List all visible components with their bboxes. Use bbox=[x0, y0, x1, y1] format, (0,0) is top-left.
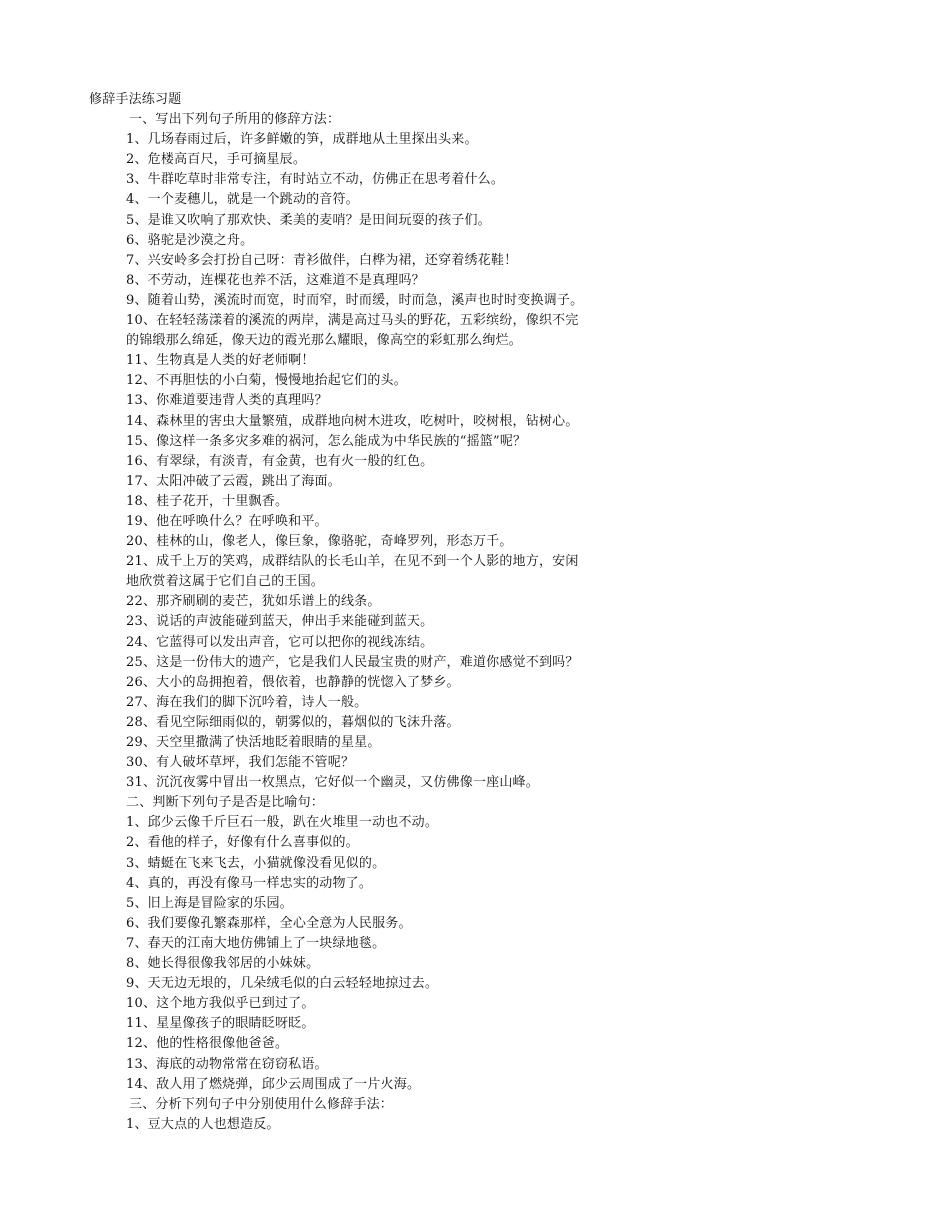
section-1-list bbox=[89, 130, 689, 793]
question-line: 17、太阳冲破了云霞，跳出了海面。 bbox=[126, 473, 341, 489]
question-line: 2、危楼高百尺，手可摘星辰。 bbox=[126, 152, 307, 168]
question-line: 1、邱少云像千斤巨石一般，趴在火堆里一动也不动。 bbox=[126, 815, 439, 831]
question-line: 10、在轻轻荡漾着的溪流的两岸，满是高过马头的野花，五彩缤纷，像织不完 bbox=[126, 313, 579, 329]
question-line: 的锦缎那么绵延，像天边的霞光那么耀眼，像高空的彩虹那么绚烂。 bbox=[126, 333, 523, 349]
question-line: 29、天空里撒满了快活地眨着眼睛的星星。 bbox=[126, 735, 381, 750]
question-line: 16、有翠绿，有淡青，有金黄，也有火一般的红色。 bbox=[126, 453, 434, 469]
question-line: 14、敌人用了燃烧弹，邱少云周围成了一片火海。 bbox=[126, 1076, 421, 1092]
question-line: 22、那齐刷刷的麦芒，犹如乐谱上的线条。 bbox=[126, 594, 381, 610]
question-line: 26、大小的岛拥抱着，偎依着，也静静的恍惚入了梦乡。 bbox=[126, 674, 460, 690]
question-line: 4、真的，再没有像马一样忠实的动物了。 bbox=[126, 875, 373, 891]
question-line: 25、这是一份伟大的遗产，它是我们人民最宝贵的财产，难道你感觉不到吗？ bbox=[126, 654, 579, 670]
question-line: 5、是谁又吹响了那欢快、柔美的麦哨？是田间玩耍的孩子们。 bbox=[126, 212, 491, 228]
question-line: 19、他在呼唤什么？在呼唤和平。 bbox=[126, 513, 328, 529]
question-line: 31、沉沉夜雾中冒出一枚黑点，它好似一个幽灵，又仿佛像一座山峰。 bbox=[126, 775, 539, 791]
question-line: 10、这个地方我似乎已到过了。 bbox=[126, 996, 315, 1012]
question-line: 21、成千上万的笑鸡，成群结队的长毛山羊，在见不到一个人影的地方，安闲 bbox=[126, 554, 579, 570]
section-3-heading: 三、分析下列句子中分别使用什么修辞手法： bbox=[129, 1096, 394, 1112]
question-line: 1、几场春雨过后，许多鲜嫩的笋，成群地从土里探出头来。 bbox=[126, 132, 478, 148]
question-line: 13、海底的动物常常在窃窃私语。 bbox=[126, 1056, 328, 1072]
document-title: 修辞手法练习题 bbox=[89, 92, 182, 107]
section-2-list bbox=[89, 813, 689, 1094]
question-line: 11、生物真是人类的好老师啊！ bbox=[126, 353, 315, 369]
question-line: 4、一个麦穗儿，就是一个跳动的音符。 bbox=[126, 192, 359, 208]
document-body bbox=[89, 90, 689, 1135]
question-line: 13、你难道要违背人类的真理吗？ bbox=[126, 393, 328, 409]
question-line: 27、海在我们的脚下沉吟着，诗人一般。 bbox=[126, 694, 368, 710]
question-line: 8、她长得很像我邻居的小妹妹。 bbox=[126, 956, 320, 972]
question-line: 30、有人破坏草坪，我们怎能不管呢？ bbox=[126, 755, 355, 771]
section-1-heading: 一、写出下列句子所用的修辞方法： bbox=[129, 112, 341, 128]
question-line: 6、我们要像孔繁森那样，全心全意为人民服务。 bbox=[126, 915, 412, 931]
question-line: 3、牛群吃草时非常专注，有时站立不动，仿佛正在思考着什么。 bbox=[126, 172, 505, 188]
question-line: 18、桂子花开，十里飘香。 bbox=[126, 493, 289, 509]
question-line: 9、天无边无垠的，几朵绒毛似的白云轻轻地掠过去。 bbox=[126, 976, 439, 992]
question-line: 9、随着山势，溪流时而宽，时而窄，时而缓，时而急，溪声也时时变换调子。 bbox=[126, 292, 584, 308]
question-line: 23、说话的声波能碰到蓝天，伸出手来能碰到蓝天。 bbox=[126, 614, 434, 630]
question-line: 1、豆大点的人也想造反。 bbox=[126, 1116, 280, 1132]
question-line: 6、骆驼是沙漠之舟。 bbox=[126, 232, 254, 248]
question-line: 24、它蓝得可以发出声音，它可以把你的视线冻结。 bbox=[126, 634, 434, 650]
question-line: 28、看见空际细雨似的，朝雾似的，暮烟似的飞沫升落。 bbox=[126, 714, 460, 730]
question-line: 5、旧上海是冒险家的乐园。 bbox=[126, 895, 293, 911]
question-line: 2、看他的样子，好像有什么喜事似的。 bbox=[126, 835, 359, 851]
question-line: 3、蜻蜓在飞来飞去，小猫就像没看见似的。 bbox=[126, 855, 386, 871]
question-line: 14、森林里的害虫大量繁殖，成群地向树木进攻，吃树叶，咬树根，钻树心。 bbox=[126, 413, 579, 429]
question-line: 15、像这样一条多灾多难的祸河，怎么能成为中华民族的“摇篮”呢？ bbox=[126, 433, 527, 449]
question-line: 地欣赏着这属于它们自己的王国。 bbox=[126, 574, 325, 590]
question-line: 12、他的性格很像他爸爸。 bbox=[126, 1036, 289, 1052]
section-2-heading: 二、判断下列句子是否是比喻句： bbox=[126, 795, 325, 811]
question-line: 11、星星像孩子的眼睛眨呀眨。 bbox=[126, 1016, 315, 1032]
question-line: 7、春天的江南大地仿佛铺上了一块绿地毯。 bbox=[126, 935, 386, 951]
question-line: 8、不劳动，连棵花也养不活，这难道不是真理吗？ bbox=[126, 272, 425, 288]
question-line: 20、桂林的山，像老人，像巨象，像骆驼，奇峰罗列，形态万千。 bbox=[126, 534, 513, 550]
section-3-list bbox=[89, 1115, 689, 1135]
question-line: 7、兴安岭多会打扮自己呀：青衫做伴，白桦为裙，还穿着绣花鞋！ bbox=[126, 252, 518, 268]
question-line: 12、不再胆怯的小白菊，慢慢地抬起它们的头。 bbox=[126, 373, 407, 389]
